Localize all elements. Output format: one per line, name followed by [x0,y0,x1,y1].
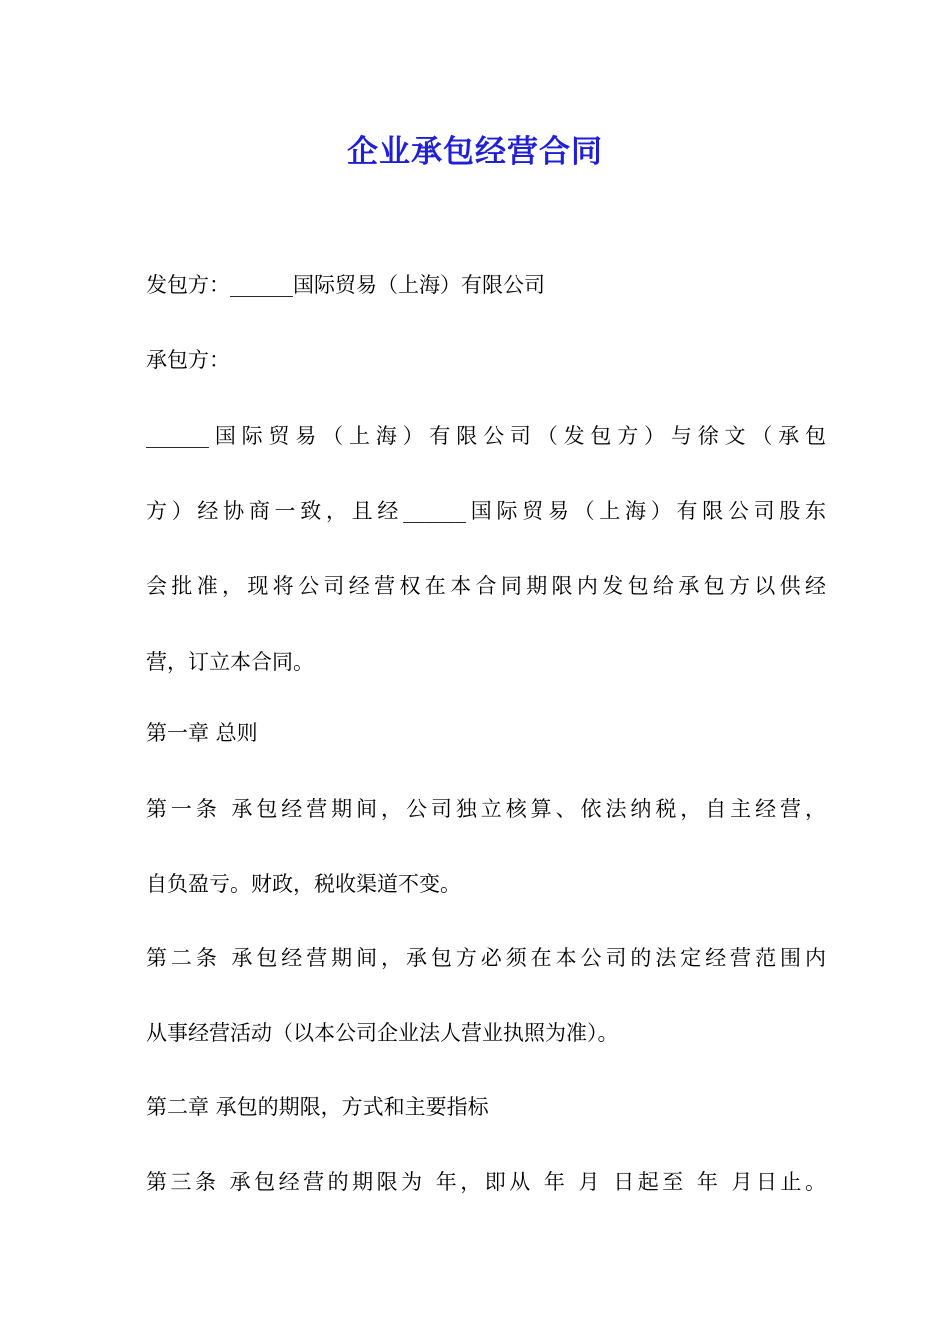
preamble-line-4: 营，订立本合同。 [146,650,314,674]
preamble-line-3: 会批准，现将公司经营权在本合同期限内发包给承包方以供经 [146,574,826,598]
preamble-line-1: ______国际贸易（上海）有限公司（发包方）与徐文（承包 [146,424,826,448]
chapter-1-heading: 第一章 总则 [146,721,258,745]
article-1-line-2: 自负盈亏。财政，税收渠道不变。 [146,872,461,896]
article-1-line-1: 第一条 承包经营期间，公司独立核算、依法纳税，自主经营， [146,797,826,821]
article-2-line-2: 从事经营活动（以本公司企业法人营业执照为准）。 [146,1021,619,1045]
document-title: 企业承包经营合同 [347,134,603,170]
article-3-line-1: 第三条 承包经营的期限为 年，即从 年 月 日起至 年 月日止。 [146,1170,826,1194]
party-a-line: 发包方：______国际贸易（上海）有限公司 [146,273,545,297]
chapter-2-heading: 第二章 承包的期限，方式和主要指标 [146,1095,489,1119]
party-b-line: 承包方： [146,348,230,372]
preamble-line-2: 方）经协商一致，且经______国际贸易（上海）有限公司股东 [146,499,826,523]
article-2-line-1: 第二条 承包经营期间，承包方必须在本公司的法定经营范围内 [146,946,826,970]
